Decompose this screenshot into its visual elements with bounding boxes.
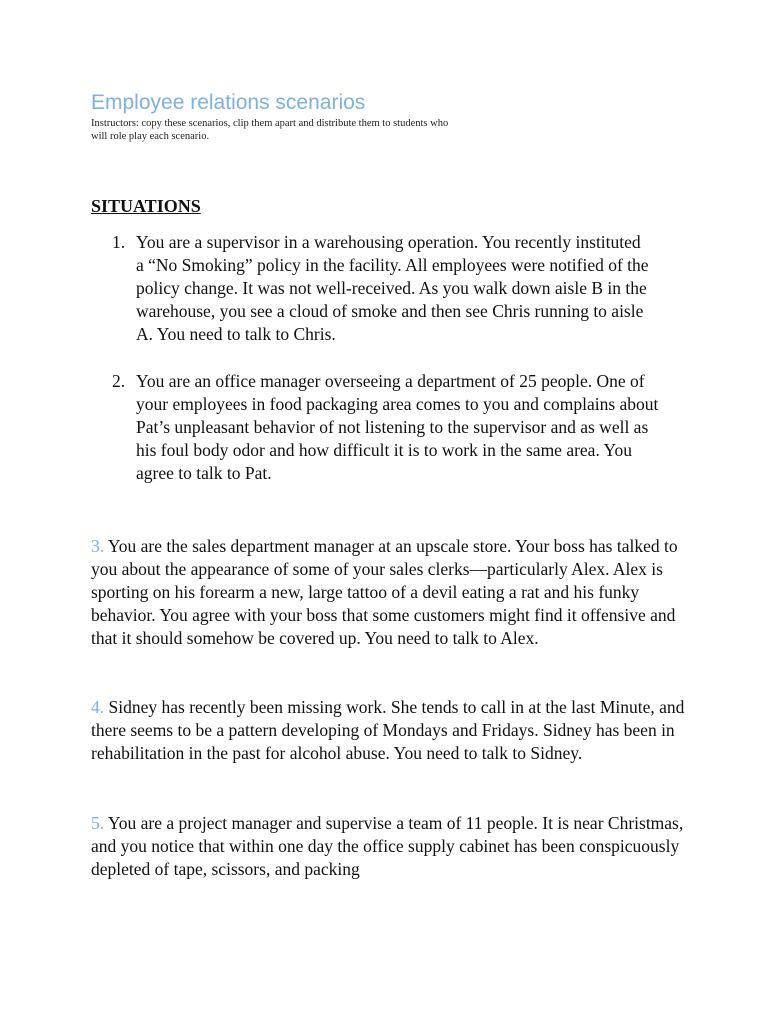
situation-text: You are an office manager overseeing a department of 25 people. One of your employees in food packaging area comes to you and complains about Pat’s unpleasant behavior of not listening to the supervisor and as well as his foul body odor and how difficult it is to work in the same area. You agree to talk to Pat.	[136, 371, 659, 483]
situation-item-1	[112, 231, 652, 346]
situation-number: 4.	[91, 697, 105, 717]
situation-text: You are the sales department manager at an upscale store. Your boss has talked to you about the appearance of some of your sales clerks—particularly Alex. Alex is sporting on his forearm a new, large tattoo of a devil eating a rat and his funky behavior. You agree with your boss that some customers might find it offensive and that it should somehow be covered up. You need to talk to Alex.	[91, 536, 678, 648]
situation-number: 3.	[91, 536, 105, 556]
situation-text: Sidney has recently been missing work. She tends to call in at the last Minute, and there seems to be a pattern developing of Mondays and Fridays. Sidney has been in rehabilitation in the past for alcohol abuse. You need to talk to Sidney.	[91, 697, 685, 763]
situation-paragraph-3	[91, 535, 691, 650]
section-heading-situations: SITUATIONS	[91, 196, 201, 216]
situation-item-2	[112, 370, 672, 485]
document-title: Employee relations scenarios	[91, 91, 366, 114]
situation-number: 1.	[112, 232, 126, 252]
situation-number: 2.	[112, 371, 126, 391]
situation-text: You are a project manager and supervise a team of 11 people. It is near Christmas, and you notice that within one day the office supply cabinet has been conspicuously depleted of tape, scissors, and packing	[91, 813, 684, 879]
situation-paragraph-5	[91, 812, 691, 881]
situation-paragraph-4	[91, 696, 691, 765]
situation-number: 5.	[91, 813, 105, 833]
instructions-text: Instructors: copy these scenarios, clip them apart and distribute them to students who will role play each scenario.	[91, 118, 449, 142]
situation-text: You are a supervisor in a warehousing operation. You recently instituted a “No Smoking” policy in the facility. All employees were notified of the policy change. It was not well-received. As you walk down aisle B in the warehouse, you see a cloud of smoke and then see Chris running to aisle A. You need to talk to Chris.	[136, 232, 649, 344]
